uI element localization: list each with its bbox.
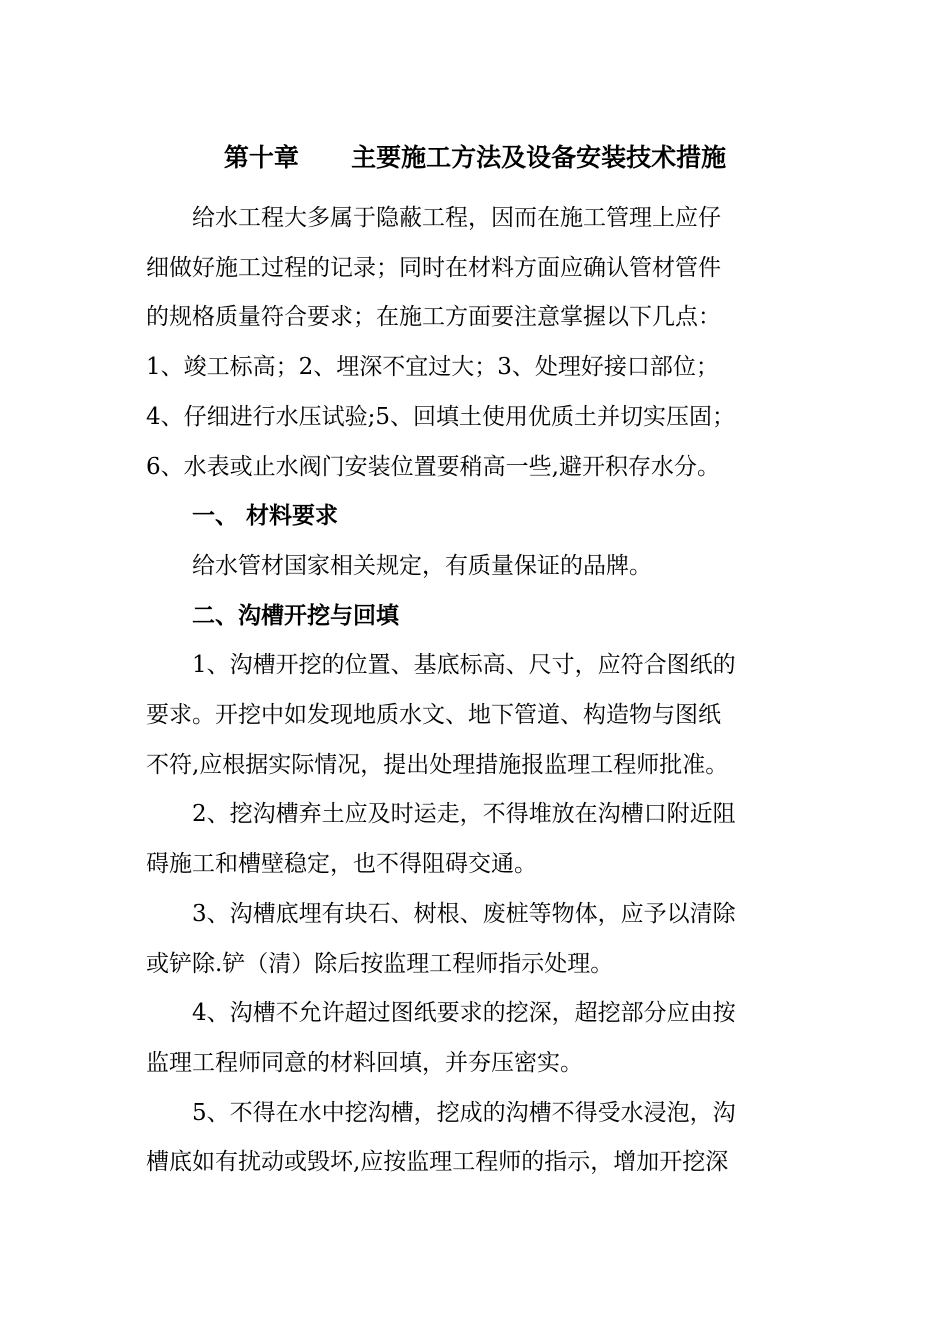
trench-item-3 xyxy=(146,890,796,989)
trench-item-4 xyxy=(146,989,796,1088)
section-heading-materials: 一、 材料要求 xyxy=(192,503,339,530)
section-text-materials: 给水管材国家相关规定，有质量保证的品牌。 xyxy=(192,552,652,579)
trench-item-3-line-1: 3、沟槽底埋有块石、树根、废桩等物体，应予以清除 xyxy=(192,900,736,927)
trench-item-3-line-2: 或铲除.铲（清）除后按监理工程师指示处理。 xyxy=(146,950,614,977)
trench-item-5-line-1: 5、不得在水中挖沟槽，挖成的沟槽不得受水浸泡，沟 xyxy=(192,1099,736,1126)
intro-line-5: 4、仔细进行水压试验;5、回填土使用优质土并切实压固； xyxy=(146,403,736,430)
trench-item-4-line-1: 4、沟槽不允许超过图纸要求的挖深，超挖部分应由按 xyxy=(192,1000,736,1027)
section-heading-trench: 二、沟槽开挖与回填 xyxy=(192,602,399,629)
trench-item-2-line-2: 碍施工和槽壁稳定，也不得阻碍交通。 xyxy=(146,851,537,878)
trench-item-1-line-3: 不符,应根据实际情况，提出处理措施报监理工程师批准。 xyxy=(146,751,729,778)
intro-line-2: 细做好施工过程的记录；同时在材料方面应确认管材管件 xyxy=(146,254,721,281)
intro-line-3: 的规格质量符合要求；在施工方面要注意掌握以下几点： xyxy=(146,304,721,331)
trench-item-1-line-2: 要求。开挖中如发现地质水文、地下管道、构造物与图纸 xyxy=(146,702,721,729)
chapter-title: 第十章 主要施工方法及设备安装技术措施 xyxy=(223,143,727,172)
trench-item-2-line-1: 2、挖沟槽弃土应及时运走，不得堆放在沟槽口附近阻 xyxy=(192,801,736,828)
trench-item-2 xyxy=(146,790,796,889)
intro-line-1: 给水工程大多属于隐蔽工程，因而在施工管理上应仔 xyxy=(192,205,721,231)
trench-item-5-line-2: 槽底如有扰动或毁坏,应按监理工程师的指示，增加开挖深 xyxy=(146,1149,729,1176)
trench-item-4-line-2: 监理工程师同意的材料回填，并夯压密实。 xyxy=(146,1049,583,1076)
intro-paragraph xyxy=(146,194,796,492)
document-body xyxy=(146,194,796,1188)
trench-item-5 xyxy=(146,1089,796,1188)
intro-line-6: 6、水表或止水阀门安装位置要稍高一些,避开积存水分。 xyxy=(146,453,720,480)
intro-line-4: 1、竣工标高；2、埋深不宜过大；3、处理好接口部位； xyxy=(146,354,719,381)
trench-item-1-line-1: 1、沟槽开挖的位置、基底标高、尺寸，应符合图纸的 xyxy=(192,652,736,679)
trench-item-1 xyxy=(146,641,796,790)
